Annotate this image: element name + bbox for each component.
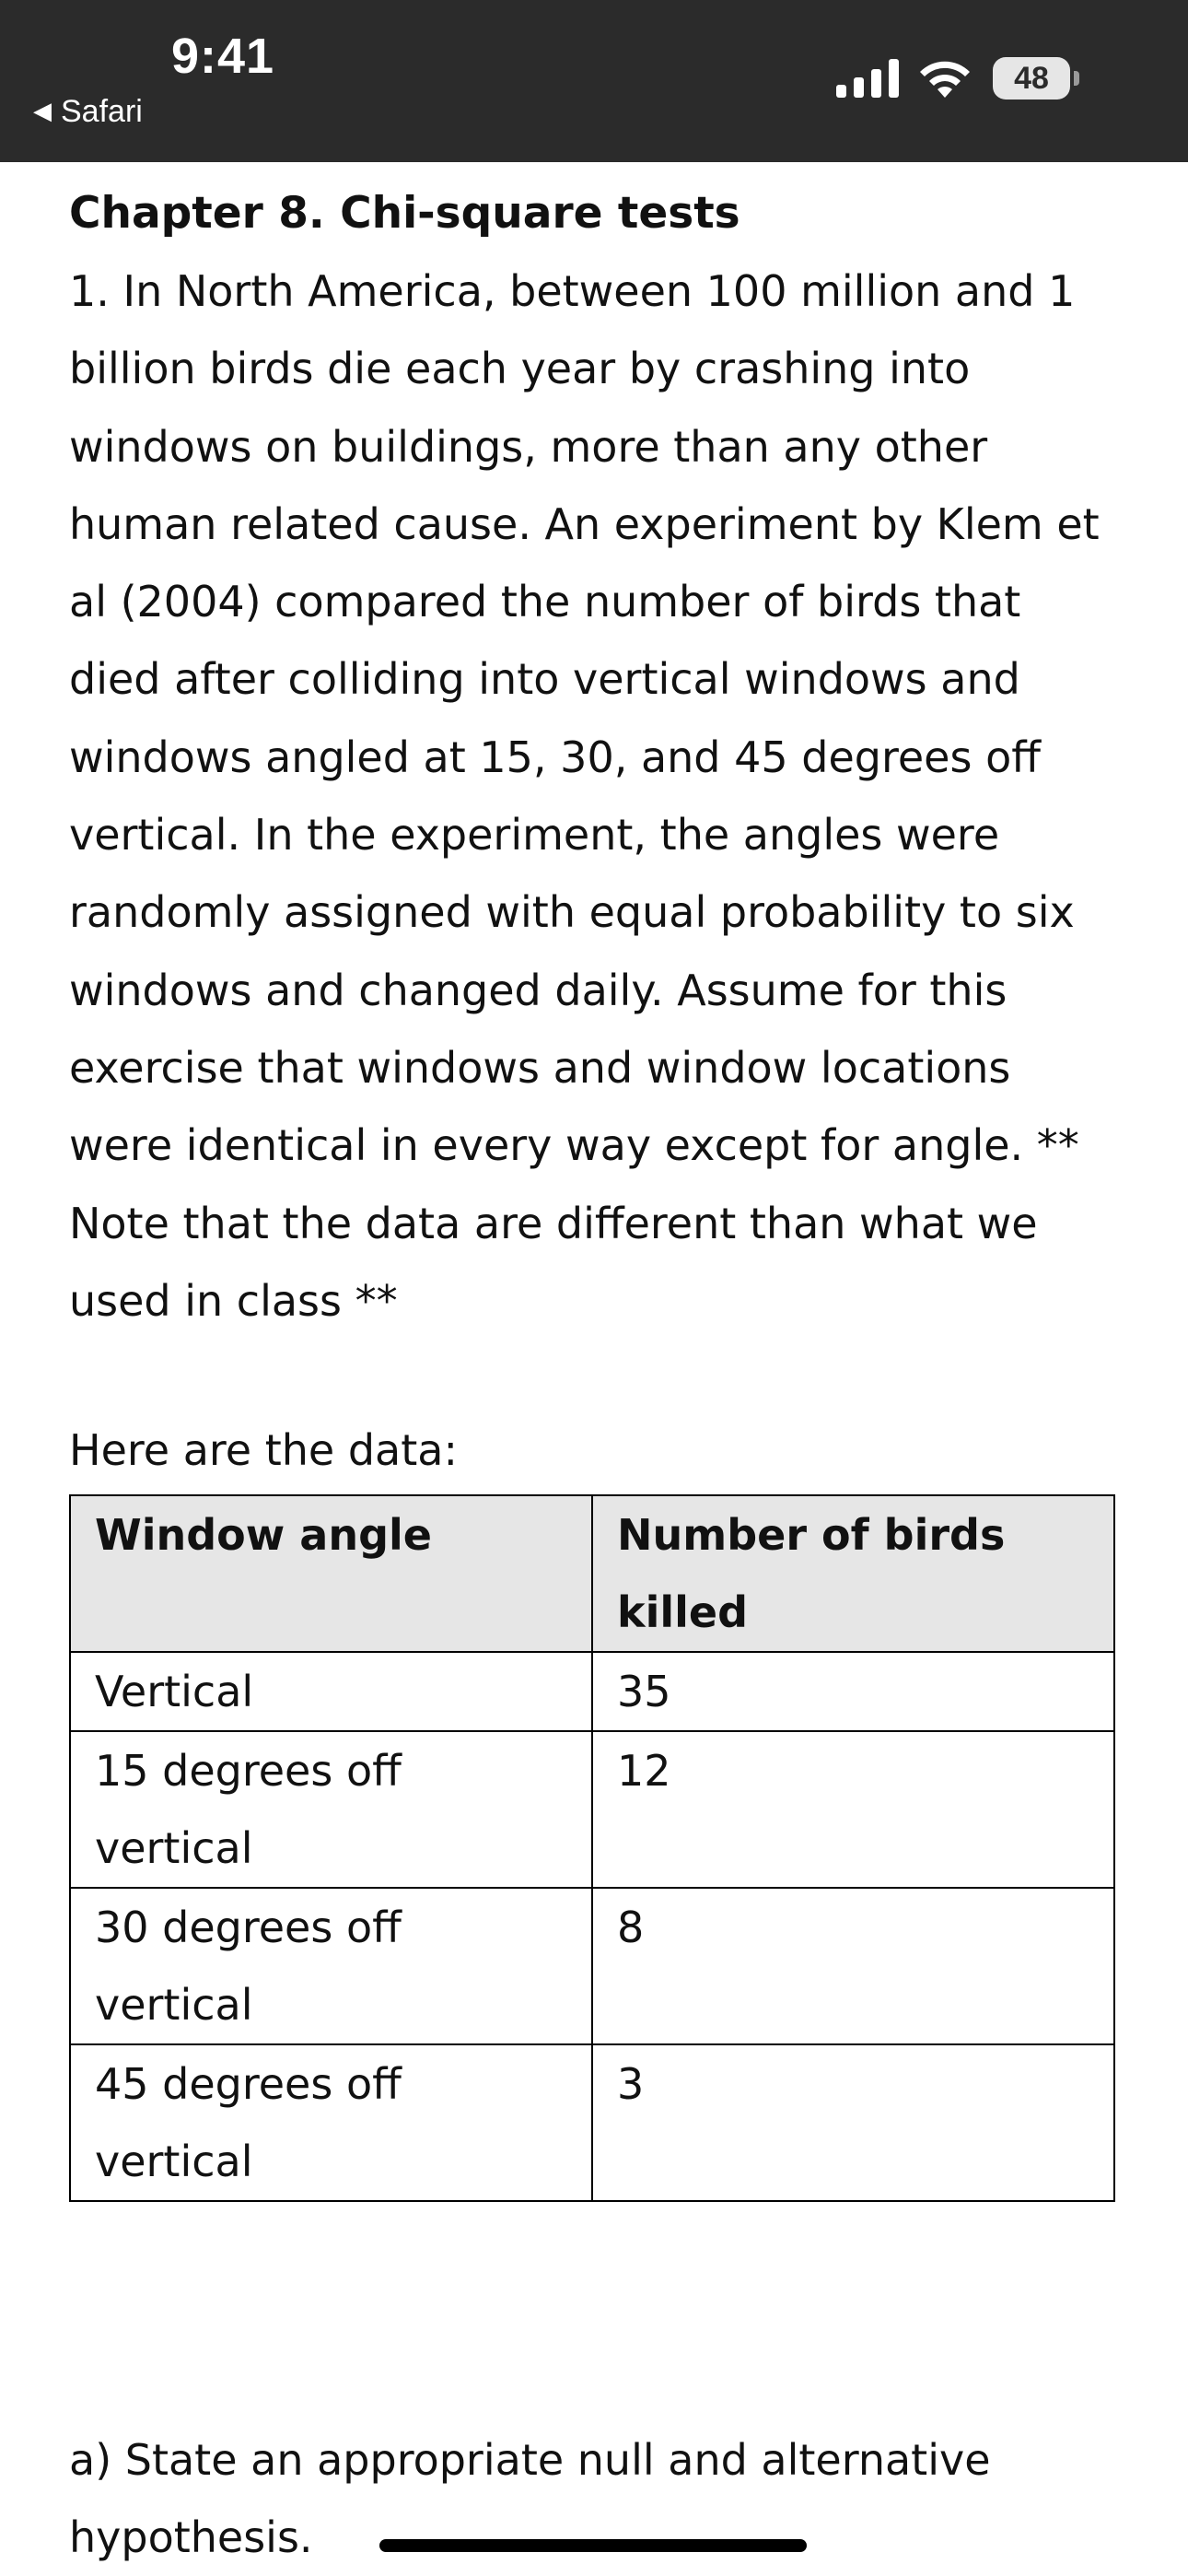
status-icons — [836, 57, 1079, 100]
question-part-a: a) State an appropriate null and alternative hypothesis. — [69, 2435, 991, 2562]
battery-tip — [1074, 71, 1079, 86]
cell-window-angle: 45 degrees off vertical — [70, 2044, 592, 2201]
cell-birds-killed: 35 — [592, 1652, 1114, 1731]
cell-window-angle: 15 degrees off vertical — [70, 1731, 592, 1888]
battery-icon — [993, 57, 1079, 100]
table-row — [70, 1652, 1114, 1731]
wifi-icon — [917, 59, 973, 98]
cell-window-angle: 30 degrees off vertical — [70, 1888, 592, 2044]
back-app-label: Safari — [61, 94, 143, 129]
question-text: 1. In North America, between 100 million and 1 billion birds die each year by crashing into windows on buildings, more than any other human related cause. An experiment by Klem et al (2004) compared the number of birds that died after colliding into vertical windows and windows angled at 15, 30, and 45 degrees off vertical. In the experiment, the angles were randomly assigned with equal probability to six windows and changed daily. Assume for this exercise that windows and window locations were identical in every way except for angle. ** Note that the data are different than what we used in class ** — [69, 266, 1100, 1326]
table-header-row — [70, 1495, 1114, 1652]
back-arrow-icon: ◀ — [33, 97, 52, 124]
header-birds-killed: Number of birds killed — [592, 1495, 1114, 1652]
document-page — [69, 175, 1119, 1340]
back-to-safari-button[interactable] — [33, 94, 143, 130]
cell-birds-killed: 3 — [592, 2044, 1114, 2201]
status-bar — [0, 0, 1188, 162]
table-row — [70, 1731, 1114, 1888]
cell-birds-killed: 8 — [592, 1888, 1114, 2044]
status-time: 9:41 — [171, 29, 275, 84]
data-intro: Here are the data: — [69, 1425, 458, 1475]
data-table — [69, 1494, 1115, 2202]
header-window-angle: Window angle — [70, 1495, 592, 1652]
cellular-signal-icon — [836, 59, 899, 98]
table-row — [70, 1888, 1114, 2044]
cell-window-angle: Vertical — [70, 1652, 592, 1731]
battery-level: 48 — [993, 57, 1070, 100]
home-indicator[interactable] — [379, 2539, 807, 2552]
chapter-title: Chapter 8. Chi-square tests — [69, 188, 740, 239]
cell-birds-killed: 12 — [592, 1731, 1114, 1888]
table-row — [70, 2044, 1114, 2201]
